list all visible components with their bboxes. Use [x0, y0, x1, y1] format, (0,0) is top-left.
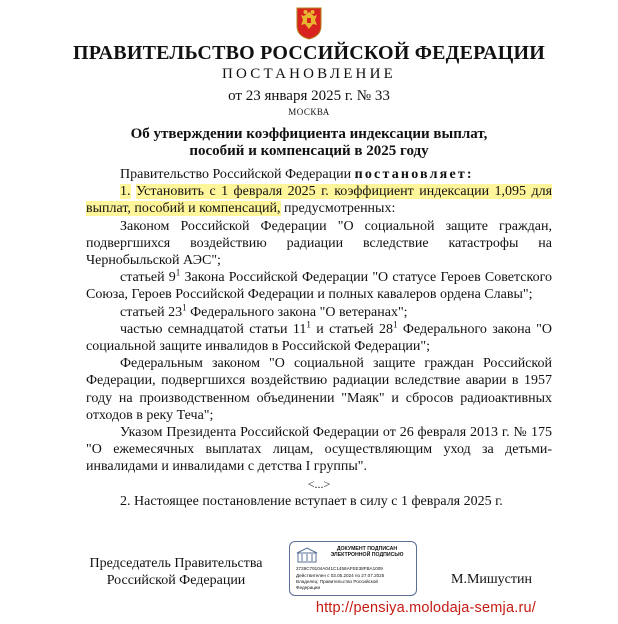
intro-prefix: Правительство Российской Федерации: [120, 167, 352, 182]
stamp-owner-line-1: Владелец: Правительство Российской: [296, 579, 378, 584]
item-2: 2. Настоящее постановление вступает в силу с 1 февраля 2025 г.: [120, 493, 503, 509]
superscript: 1: [393, 319, 398, 330]
stamp-owner-line-2: Федерации: [296, 585, 321, 590]
law-item: [86, 269, 552, 303]
law-item: Указом Президента Российской Федерации от 26 февраля 2013 г. № 175 "О ежемесячных выплатах лицам, осуществляющим уход за детьми-инвалидами и инвалидами с детства I группы".: [86, 425, 552, 475]
intro-paragraph: [86, 166, 552, 183]
law-text: и статьей 28: [310, 321, 394, 337]
law-text: статьей 23: [120, 304, 183, 320]
stamp-validity: Действителен с 03.05.2024 по 27.07.2025: [296, 573, 385, 578]
law-text: статьей 9: [120, 270, 176, 286]
law-item: Федеральным законом "О социальной защите граждан Российской Федерации, подвергшихся воздействию радиации вследствие аварии в 1957 году на производственном объединении "Маяк" и сбросов радиоактивных отходов в реку Теча";: [86, 356, 552, 423]
law-text: Федерального закона "О ветеранах";: [186, 304, 408, 320]
stamp-title: [322, 546, 412, 558]
item-1-number: 1.: [120, 184, 131, 200]
document-body: [86, 166, 552, 510]
date-and-number: от 23 января 2025 г. № 33: [228, 88, 390, 104]
organization-title: ПРАВИТЕЛЬСТВО РОССИЙСКОЙ ФЕДЕРАЦИИ: [73, 42, 545, 64]
superscript: 1: [175, 267, 181, 278]
source-url-watermark: http://pensiya.molodaja-semja.ru/: [315, 600, 536, 616]
electronic-signature-stamp: [289, 541, 417, 596]
law-item: Законом Российской Федерации "О социальной защите граждан, подвергшихся воздействию радиации вследствие катастрофы на Чернобыльской АЭС";: [86, 218, 552, 269]
city: МОСКВА: [288, 107, 330, 117]
signatory-name: М.Мишустин: [451, 572, 532, 587]
item-1-highlight: Установить с 1 февраля 2025 г. коэффициент индексации 1,095 для выплат, пособий и компенсаций,: [86, 184, 553, 217]
law-text: Федерального закона "О социальной защите инвалидов в Российской Федерации";: [86, 321, 552, 355]
item-1: [86, 183, 552, 217]
item-1-rest: предусмотренных:: [284, 201, 396, 217]
signatory-title-line-1: Председатель Правительства: [89, 556, 263, 571]
law-text: частью семнадцатой статьи 11: [120, 321, 307, 337]
stamp-title-line-2: ЭЛЕКТРОННОЙ ПОДПИСЬЮ: [330, 552, 404, 559]
stamp-serial: 2728C79104A041C1458AFEE38FBA1009: [296, 566, 383, 571]
superscript: 1: [306, 319, 311, 330]
signatory-title: [86, 555, 266, 589]
law-text: Закона Российской Федерации "О статусе Героев Советского Союза, Героев Российской Федерации и полных кавалеров ордена Славы";: [86, 270, 552, 303]
signatory-title-line-2: Российской Федерации: [106, 573, 246, 588]
law-item: [86, 321, 552, 355]
decree-word: постановляет:: [354, 167, 474, 182]
superscript: 1: [182, 301, 187, 312]
stamp-title-line-1: ДОКУМЕНТ ПОДПИСАН: [336, 546, 398, 552]
document-subject: [120, 126, 498, 160]
omission-separator: <...>: [307, 476, 331, 491]
subject-line-2: пособий и компенсаций в 2025 году: [189, 143, 429, 159]
subject-line-1: Об утверждении коэффициента индексации выплат,: [130, 126, 488, 142]
coat-of-arms-icon: [295, 6, 323, 40]
law-item: [86, 301, 552, 321]
document-type: ПОСТАНОВЛЕНИЕ: [222, 66, 396, 82]
government-building-icon: [296, 546, 318, 564]
